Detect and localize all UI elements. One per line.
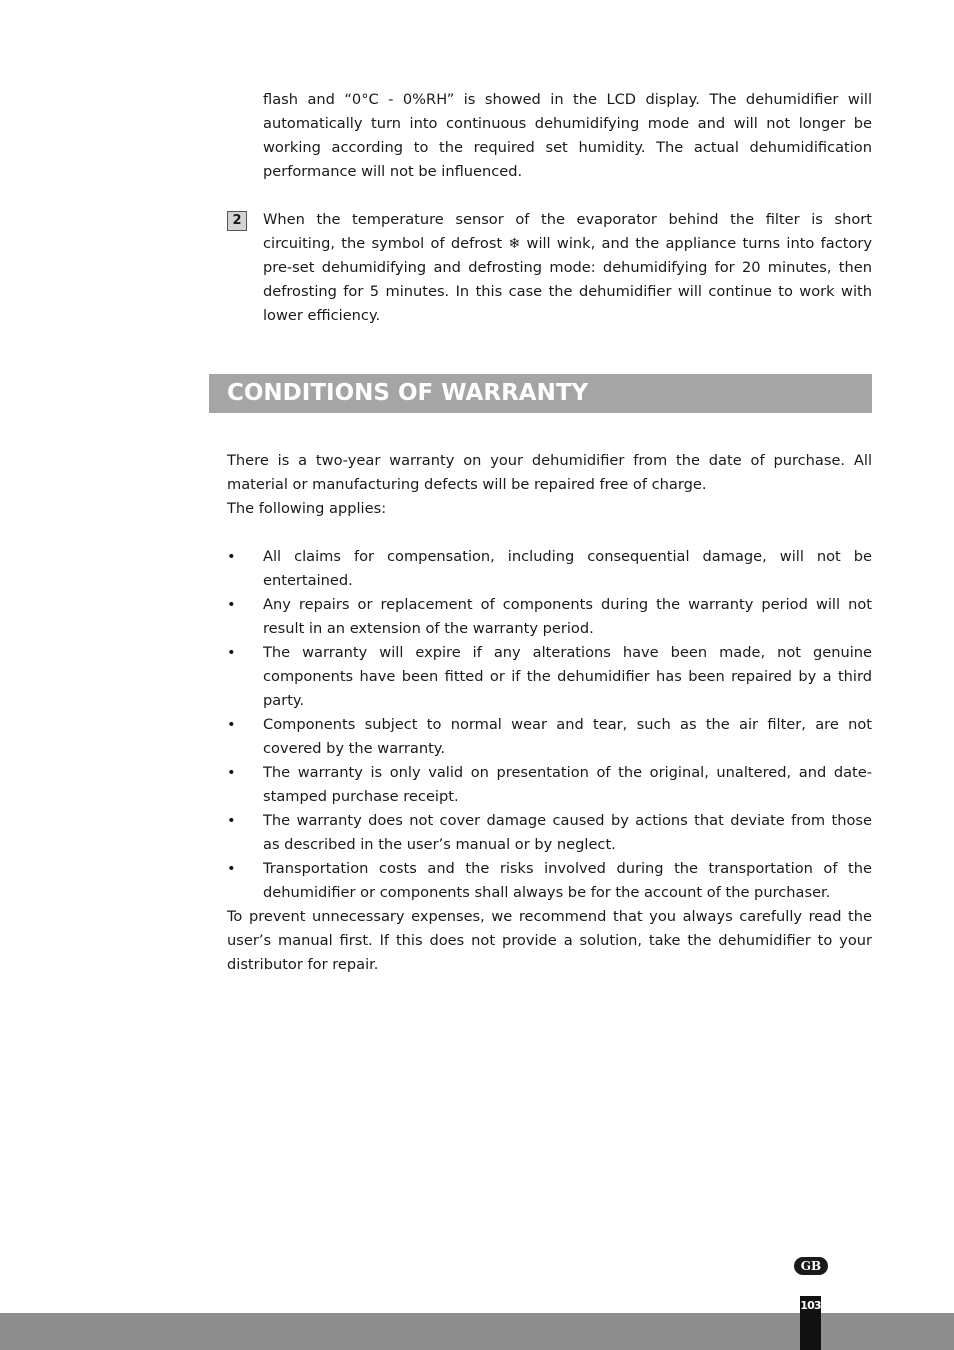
note-text-before-icon: When the temperature sensor of the evaporator behind the filter is short circuiting, the symbol of defrost [263, 211, 872, 252]
list-item-text: Transportation costs and the risks involved during the transportation of the dehumidifier or components shall always be for the account of the purchaser. [263, 860, 872, 901]
bullet-mark: • [227, 764, 236, 781]
warranty-applies: The following applies: [227, 500, 387, 517]
list-item [227, 809, 872, 857]
list-item-text: Any repairs or replacement of components during the warranty period will not result in an extension of the warranty period. [263, 596, 872, 637]
warranty-intro: There is a two-year warranty on your dehumidifier from the date of purchase. All material or manufacturing defects will be repaired free of charge. [227, 452, 872, 493]
note-text [263, 208, 872, 328]
page-number: 103 [800, 1299, 821, 1312]
bullet-mark: • [227, 548, 236, 565]
language-badge: GB [794, 1257, 828, 1275]
note-number-box: 2 [227, 211, 247, 231]
bullet-mark: • [227, 860, 236, 877]
list-item-text: All claims for compensation, including consequential damage, will not be entertained. [263, 548, 872, 589]
defrost-icon: ❄ [508, 236, 521, 252]
warranty-closing: To prevent unnecessary expenses, we recommend that you always carefully read the user’s manual first. If this does not provide a solution, take the dehumidifier to your distributor for repair. [227, 908, 872, 973]
section-title: CONDITIONS OF WARRANTY [227, 380, 589, 406]
warranty-body [227, 449, 872, 977]
paragraph-gap [227, 521, 872, 545]
list-item [227, 761, 872, 809]
list-item-text: The warranty is only valid on presentation of the original, unaltered, and date-stamped purchase receipt. [263, 764, 872, 805]
section-header-bar [209, 374, 872, 413]
bullet-mark: • [227, 812, 236, 829]
list-item [227, 713, 872, 761]
bullet-mark: • [227, 596, 236, 613]
list-item [227, 545, 872, 593]
list-item-text: Components subject to normal wear and tear, such as the air filter, are not covered by the warranty. [263, 716, 872, 757]
continuation-paragraph: flash and “0°C - 0%RH” is showed in the LCD display. The dehumidifier will automatically turn into continuous dehumidifying mode and will not longer be working according to the required set humidity. The actual dehumidification performance will not be influenced. [263, 91, 872, 180]
list-item [227, 593, 872, 641]
list-item-text: The warranty will expire if any alterations have been made, not genuine components have been fitted or if the dehumidifier has been repaired by a third party. [263, 644, 872, 709]
bullet-mark: • [227, 644, 236, 661]
page-number-tab [800, 1296, 821, 1350]
warranty-conditions-list [227, 545, 872, 905]
list-item-text: The warranty does not cover damage caused by actions that deviate from those as described in the user’s manual or by neglect. [263, 812, 872, 853]
list-item [227, 641, 872, 713]
list-item [227, 857, 872, 905]
note-text-after-icon: will wink, and the appliance turns into factory pre-set dehumidifying and defrosting mode: dehumidifying for 20 minutes, then defrosting for 5 minutes. In this case the dehumidifier will continue to work with lower efficiency. [263, 235, 873, 324]
bullet-mark: • [227, 716, 236, 733]
